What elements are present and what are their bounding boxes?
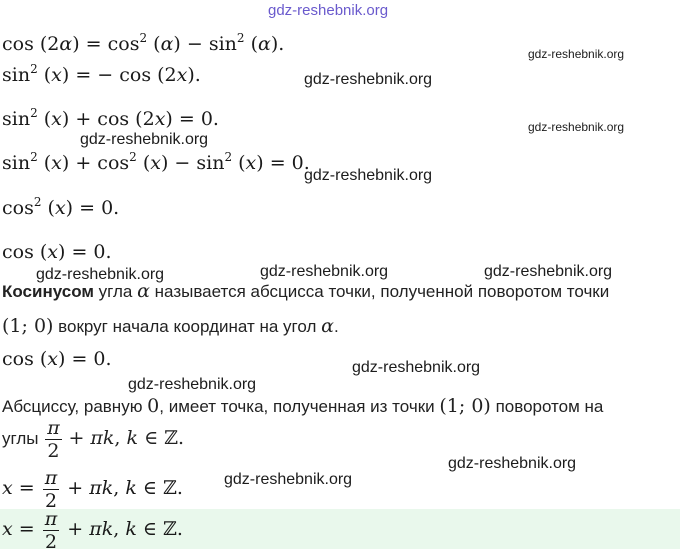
equation-line-1: $\cos (2\alpha) = \cos^2 (\alpha) - \sin^2 (\alpha)$. <box>2 31 285 55</box>
watermark: gdz-reshebnik.org <box>224 471 353 488</box>
definition-line-1: Косинусом угла α называется абсцисса точки, полученной поворотом точки <box>2 280 610 302</box>
fraction-pi-over-2: $\frac{\pi}{2}$ <box>47 417 60 463</box>
equation-line-5: $\cos^2 (x) = 0$. <box>2 195 120 219</box>
watermark: gdz-reshebnik.org <box>352 359 481 376</box>
answer-line-final: x = $\frac{\pi}{2}$ + πk, k ∈ ℤ. <box>2 507 183 553</box>
watermark: gdz-reshebnik.org <box>128 376 257 393</box>
equation-line-3: $\sin^2 (x) + \cos (2x) = 0$. <box>2 106 219 130</box>
answer-line-1: x = $\frac{\pi}{2}$ + πk, k ∈ ℤ. <box>2 466 183 512</box>
abscissa-tail: + πk, k ∈ ℤ. <box>68 427 185 449</box>
watermark: gdz-reshebnik.org <box>448 455 577 472</box>
abscissa-line-2: углы $\frac{\pi}{2}$ + πk, k ∈ ℤ. <box>2 417 185 463</box>
fraction-pi-over-2: $\frac{\pi}{2}$ <box>44 466 58 512</box>
definition-term: Косинусом <box>2 282 94 301</box>
watermark: gdz-reshebnik.org <box>304 167 433 184</box>
watermark: gdz-reshebnik.org <box>80 131 209 148</box>
watermark: gdz-reshebnik.org <box>528 120 625 134</box>
equation-line-2: $\sin^2 (x)$ = − cos (2x). <box>2 62 201 86</box>
equation-line-4: $\sin^2 (x) + \cos^2 (x) - \sin^2 (x) = 0$. <box>2 150 310 174</box>
watermark-top: gdz-reshebnik.org <box>268 2 389 19</box>
watermark: gdz-reshebnik.org <box>528 47 625 61</box>
definition-line-2: (1; 0) вокруг начала координат на угол α. <box>2 315 339 337</box>
watermark: gdz-reshebnik.org <box>304 71 433 88</box>
abscissa-line-1: Абсциссу, равную 0, имеет точка, полученная из точки (1; 0) поворотом на <box>2 395 604 417</box>
watermark: gdz-reshebnik.org <box>484 263 613 280</box>
equation-line-6: cos (x) = 0. <box>2 241 112 263</box>
watermark: gdz-reshebnik.org <box>36 266 165 283</box>
fraction-pi-over-2: $\frac{\pi}{2}$ <box>44 507 58 553</box>
equation-line-7: cos (x) = 0. <box>2 348 112 370</box>
watermark: gdz-reshebnik.org <box>260 263 389 280</box>
